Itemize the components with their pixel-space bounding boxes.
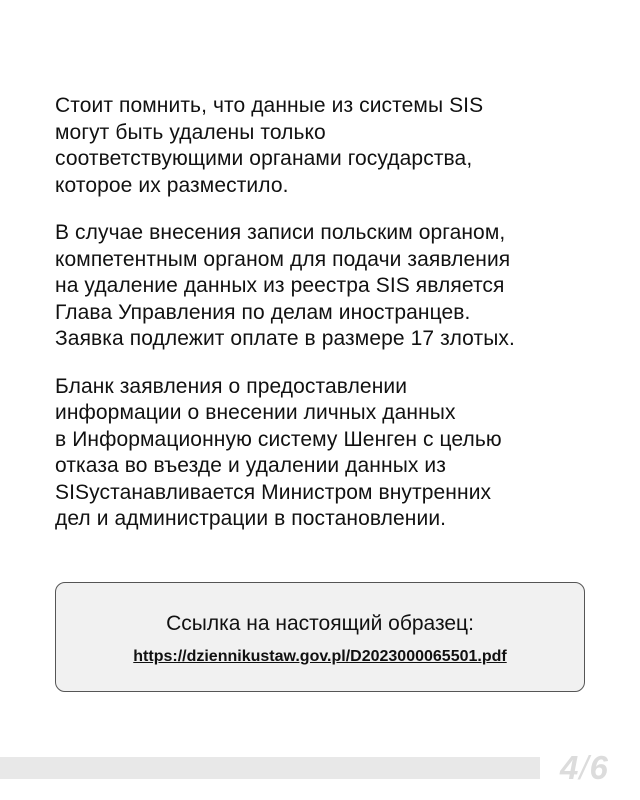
text-line: могут быть удалены только	[55, 120, 326, 144]
text-line: дел и администрации в постановлении.	[55, 507, 447, 530]
text-line: Глава Управления по делам иностранцев.	[55, 300, 471, 324]
text-line: отказа во въезде и удалении данных из	[55, 454, 446, 477]
page-total: 6	[589, 749, 608, 786]
paragraph-polish-authority	[55, 220, 600, 353]
paragraph-sis-deletion	[55, 93, 600, 199]
footer-progress-bar	[0, 757, 540, 779]
text-line: соответствующими органами государства,	[55, 147, 473, 170]
page-current: 4	[560, 749, 579, 786]
text-line: SISустанавливается Министром внутренних	[55, 480, 492, 504]
text-line: Бланк заявления о предоставлении	[55, 374, 408, 398]
text-line: на удаление данных из реестра SIS является	[55, 274, 505, 297]
form-link-label: Ссылка на настоящий образец:	[166, 612, 474, 635]
text-line: В случае внесения записи польским органом,	[55, 221, 506, 244]
text-line: Заявка подлежит оплате в размере 17 злотых.	[55, 327, 515, 350]
main-text	[55, 93, 600, 554]
form-link-url[interactable]: https://dziennikustaw.gov.pl/D2023000065501.pdf	[133, 648, 507, 665]
text-line: компетентным органом для подачи заявления	[55, 247, 511, 271]
paragraph-application-form	[55, 374, 600, 533]
page-separator: /	[579, 749, 589, 786]
text-line: информации о внесении личных данных	[55, 401, 456, 424]
text-line: которое их разместило.	[55, 173, 289, 197]
text-line: в Информационную систему Шенген с целью	[55, 427, 502, 451]
form-link-box	[55, 582, 585, 692]
page-counter	[560, 748, 626, 788]
text-line: Стоит помнить, что данные из системы SIS	[55, 94, 484, 117]
